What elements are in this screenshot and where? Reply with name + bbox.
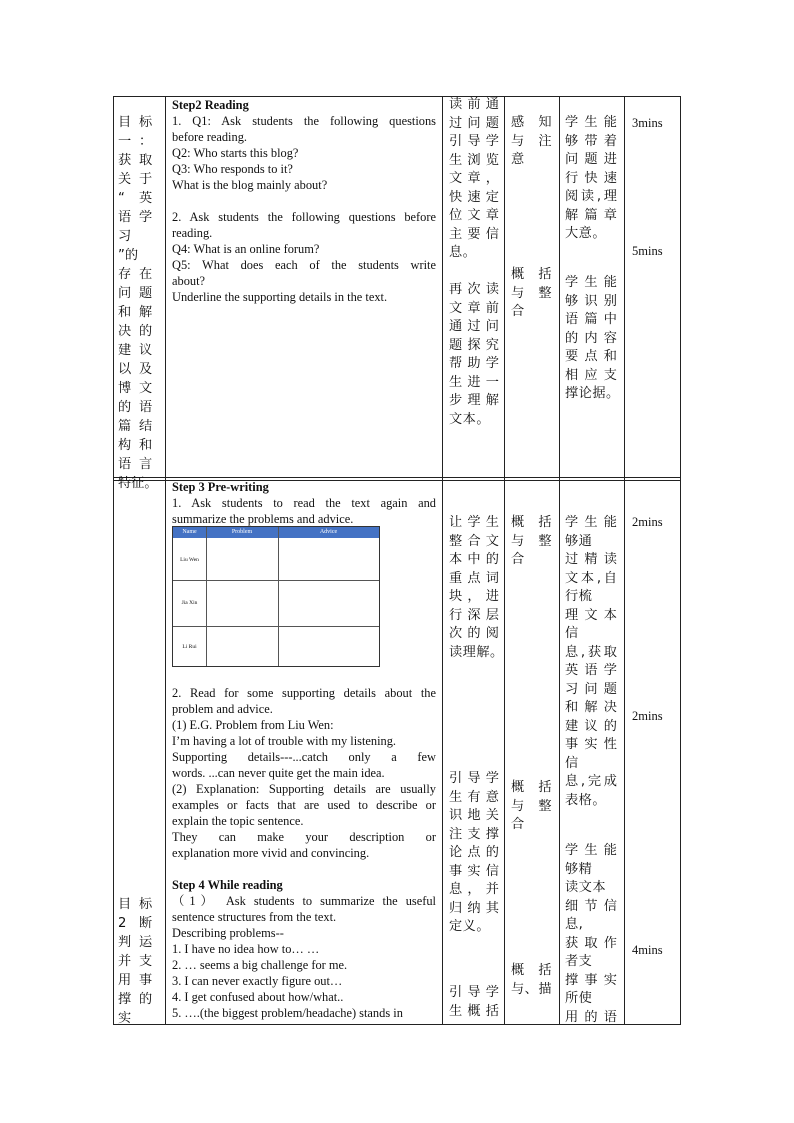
text-line: Q5: What does each of the students write — [172, 258, 436, 272]
text-line: 息，并 — [449, 882, 499, 897]
text-line: 阅读,理 — [565, 189, 617, 204]
text-line: 过精读 — [565, 552, 617, 567]
objective-char: ： — [139, 134, 153, 149]
text-line: 解篇章 — [565, 207, 617, 223]
text-line: 识地关 — [449, 808, 499, 823]
intent-cell — [449, 514, 504, 662]
effect-cell — [565, 514, 617, 810]
text-line: 者支 — [565, 954, 593, 969]
text-line: 生有意 — [449, 789, 499, 805]
text-line: 3. I can never exactly figure out… — [172, 974, 343, 988]
text-line: 与 整 — [511, 798, 553, 814]
text-line: 1. Q1: Ask students the following questions — [172, 114, 436, 128]
text-line: 事实信 — [449, 863, 499, 879]
text-line: 与 注 — [511, 133, 553, 149]
text-line: 行深层 — [449, 607, 499, 623]
objective-char: 及 — [139, 362, 153, 377]
objective-char: 英 — [139, 191, 153, 206]
objective-char: 运 — [139, 935, 153, 950]
text-line: 重点词 — [449, 570, 499, 586]
text-line: 主要信 — [449, 226, 499, 242]
objective-char: 撑 — [118, 992, 132, 1007]
table-right-border — [680, 96, 681, 1025]
objective-char: 题 — [139, 286, 153, 301]
objective-char: 在 — [139, 267, 153, 282]
table-col-line — [206, 527, 207, 666]
text-line: 息,获取 — [565, 644, 617, 660]
objective-char: 目 — [118, 115, 132, 130]
row-name: Liu Wen — [180, 557, 199, 563]
col-divider — [624, 96, 625, 1025]
text-line: Q3: Who responds to it? — [172, 162, 293, 176]
text-line: 生浏览 — [449, 152, 499, 168]
objective-char: 一 — [118, 134, 132, 149]
table-header — [173, 527, 379, 538]
objective-char: 结 — [139, 419, 153, 434]
text-line: sentence structures from the text. — [172, 910, 337, 924]
text-line: 通过问 — [449, 319, 499, 334]
text-line: 5. ….(the biggest problem/headache) stands in — [172, 1006, 403, 1020]
text-line: 信 — [565, 626, 579, 641]
text-line: 文本。 — [449, 411, 491, 427]
text-line: 本中的 — [449, 552, 499, 567]
text-line: 合 — [511, 304, 525, 319]
objective-char: 语 — [118, 210, 132, 225]
text-line: 1. Ask students to read the text again and — [172, 496, 436, 510]
spacer-line — [449, 263, 499, 282]
text-line: 合 — [511, 552, 525, 567]
text-line: 4. I get confused about how/what.. — [172, 990, 344, 1004]
text-line: 1. I have no idea how to… … — [172, 942, 320, 956]
text-line: 文章前 — [449, 300, 499, 316]
ability-cell — [511, 514, 551, 570]
problem-advice-table — [172, 526, 380, 667]
objective-char: 习 — [118, 229, 132, 244]
objective-char: 构 — [118, 438, 132, 453]
objective-char: 博 — [118, 381, 132, 396]
objective-char: 事 — [139, 973, 153, 988]
text-line: （1） Ask students to summarize the useful — [172, 894, 436, 908]
text-line: 位文章 — [449, 208, 499, 223]
text-line: 意 — [511, 152, 525, 167]
text-line: 读文本 — [565, 880, 607, 895]
text-line: explain the topic sentence. — [172, 814, 304, 828]
objective-char: 支 — [139, 954, 153, 969]
text-line: 与、描 — [511, 981, 553, 997]
text-line: 学生能 — [565, 275, 617, 290]
text-line: 引导学 — [449, 985, 499, 1000]
time-label: 2mins — [632, 709, 663, 723]
table-row-line — [173, 626, 379, 627]
spacer-line — [172, 193, 436, 209]
text-line: 撑事实 — [565, 972, 617, 988]
text-line: 合 — [511, 817, 525, 832]
objective-char: 建 — [118, 343, 132, 358]
col-divider — [442, 96, 443, 1025]
text-line: 引导学 — [449, 134, 499, 149]
time-label: 3mins — [632, 116, 663, 130]
spacer-line — [172, 861, 436, 877]
text-line: examples or facts that are used to describe or — [172, 798, 436, 812]
header-problem: Problem — [231, 529, 253, 535]
text-line: Describing problems-- — [172, 926, 284, 940]
objective-char: 目 — [118, 897, 132, 912]
objective-char: 的 — [118, 400, 132, 415]
text-line: 习问题 — [565, 681, 617, 697]
time-label: 2mins — [632, 515, 663, 529]
objective-char: 和 — [139, 438, 153, 453]
objective-char: 取 — [139, 153, 153, 168]
text-line: 概 括 — [511, 267, 553, 282]
text-line: 信 — [565, 755, 579, 771]
col-divider — [165, 96, 166, 1025]
text-line: Q2: Who starts this blog? — [172, 146, 299, 160]
text-line: 让学生 — [449, 515, 499, 530]
text-line: 撑论据。 — [565, 386, 620, 401]
objective-char: 语 — [139, 400, 153, 415]
text-line: reading. — [172, 226, 213, 240]
text-line: 帮助学 — [449, 356, 499, 371]
text-line: 获取作 — [565, 935, 617, 951]
text-line: 读前通 — [449, 97, 499, 112]
row-name: Li Rui — [182, 644, 197, 650]
text-line: 事实性 — [565, 737, 617, 752]
objective-char: 以 — [118, 362, 132, 377]
text-line: 定义。 — [449, 919, 491, 934]
effect-cell — [565, 842, 617, 1027]
table-left-border — [113, 96, 114, 1025]
text-line: 过问题 — [449, 115, 499, 131]
ability-cell — [511, 779, 551, 835]
text-line: (2) Explanation: Supporting details are usually — [172, 782, 436, 796]
time-label: 5mins — [632, 244, 663, 258]
objective-char: 文 — [139, 381, 153, 396]
text-line: 行梳 — [565, 589, 593, 604]
row-divider — [113, 477, 681, 478]
text-line: 论点的 — [449, 845, 499, 860]
text-line: 与 整 — [511, 285, 553, 301]
text-line: 息,完成 — [565, 774, 617, 789]
step2-reading-block — [172, 97, 436, 305]
intent-cell — [449, 984, 499, 1021]
objective-char: 语 — [118, 457, 132, 472]
text-line: 概 括 — [511, 515, 553, 530]
objective-char: 判 — [118, 935, 132, 950]
text-line: Underline the supporting details in the text. — [172, 290, 388, 304]
objective-char: 2 — [118, 916, 127, 931]
time-label: 4mins — [632, 943, 663, 957]
text-line: 文本,自 — [565, 570, 617, 586]
text-line: 整合文 — [449, 533, 499, 549]
objective-char: ”的 — [118, 248, 139, 263]
text-line: 概 括 — [511, 780, 553, 795]
table-row-line — [173, 580, 379, 581]
text-line: What is the blog mainly about? — [172, 178, 328, 192]
text-line: about? — [172, 274, 206, 288]
objective-char: 议 — [139, 343, 153, 358]
text-line: 够带着 — [565, 133, 617, 149]
text-line: 注支撑 — [449, 826, 499, 842]
text-line: 与 整 — [511, 533, 553, 549]
intent-cell — [449, 96, 499, 429]
text-line: 问题进 — [565, 152, 617, 167]
text-line: 够识别 — [565, 293, 617, 309]
text-line: 息。 — [449, 245, 477, 260]
text-line: 学生能 — [565, 115, 617, 130]
ability-cell — [511, 114, 551, 170]
step-title: Step 3 Pre-writing — [172, 480, 269, 494]
text-line: 再次读 — [449, 282, 499, 297]
objective-char: 关 — [118, 172, 132, 187]
text-line: 次的阅 — [449, 626, 499, 641]
text-line: 够精 — [565, 861, 593, 877]
text-line: 感 知 — [511, 115, 553, 130]
text-line: summarize the problems and advice. — [172, 512, 354, 526]
text-line: 步理解 — [449, 393, 499, 408]
text-line: 生进一 — [449, 374, 499, 390]
text-line: 读理解。 — [449, 644, 504, 660]
ability-cell — [511, 962, 555, 999]
col-divider — [504, 96, 505, 1025]
text-line: 快速定 — [449, 189, 499, 205]
text-line: I’m having a lot of trouble with my listening. — [172, 734, 397, 748]
objective-char: 和 — [118, 305, 132, 320]
objective-char: 于 — [139, 172, 153, 187]
objective-char: 学 — [139, 210, 153, 225]
text-line: They can make your description or — [172, 830, 436, 844]
step3-prewriting-block — [172, 479, 436, 527]
objective-char: 解 — [139, 305, 153, 320]
text-line: 块，进 — [449, 589, 499, 604]
objective-char: “ — [118, 191, 125, 206]
text-line: explanation more vivid and convincing. — [172, 846, 370, 860]
text-line: 息, — [565, 917, 584, 932]
text-line: 2. … seems a big challenge for me. — [172, 958, 348, 972]
text-line: words. ...can never quite get the main idea. — [172, 766, 385, 780]
objective-char: 篇 — [118, 419, 132, 434]
text-line: 行快速 — [565, 170, 617, 186]
objective-cell — [118, 114, 160, 494]
text-line: 英语学 — [565, 663, 617, 678]
text-line: Supporting details---...catch only a few — [172, 750, 436, 764]
objective-char: 言 — [139, 457, 153, 472]
text-line: 的内容 — [565, 330, 617, 346]
text-line: 所使 — [565, 991, 593, 1006]
objective-char: 特征。 — [118, 476, 158, 491]
col-divider — [559, 96, 560, 1025]
text-line: 2. Ask students the following questions before — [172, 210, 436, 224]
effect-cell — [565, 114, 617, 244]
header-advice: Advice — [319, 529, 338, 535]
ability-cell — [511, 266, 551, 322]
intent-cell — [449, 770, 499, 937]
objective-char: 的 — [139, 992, 153, 1007]
text-line: 引导学 — [449, 771, 499, 786]
step-title: Step 4 While reading — [172, 878, 283, 892]
text-line: 相应支 — [565, 367, 617, 383]
text-line: 生概括 — [449, 1003, 499, 1019]
objective-char: 标 — [139, 115, 153, 130]
text-line: 理文本 — [565, 607, 617, 623]
text-line: 建议的 — [565, 718, 617, 734]
text-line: 和解决 — [565, 700, 617, 715]
objective-char: 断 — [139, 916, 153, 931]
objective-char: 标 — [139, 897, 153, 912]
objective-char: 存 — [118, 267, 132, 282]
objective-char: 用 — [118, 973, 132, 988]
text-line: 要点和 — [565, 349, 617, 364]
step3-details-block — [172, 685, 436, 1021]
objective-char: 问 — [118, 286, 132, 301]
text-line: 细节信 — [565, 898, 617, 914]
text-line: 文章， — [449, 171, 499, 186]
text-line: 学生能 — [565, 515, 617, 530]
text-line: 概 括 — [511, 963, 553, 978]
header-name: Name — [182, 529, 197, 535]
text-line: (1) E.G. Problem from Liu Wen: — [172, 718, 334, 732]
table-col-line — [278, 527, 279, 666]
text-line: 2. Read for some supporting details about the — [172, 686, 436, 700]
text-line: 语篇中 — [565, 312, 617, 327]
objective-char: 并 — [118, 954, 132, 969]
text-line: 学生能 — [565, 843, 617, 858]
text-line: problem and advice. — [172, 702, 273, 716]
text-line: 归纳其 — [449, 900, 499, 916]
text-line: 大意。 — [565, 226, 607, 241]
text-line: 表格。 — [565, 792, 607, 808]
objective-cell — [118, 896, 160, 1029]
step-title: Step2 Reading — [172, 98, 249, 112]
objective-char: 的 — [139, 324, 153, 339]
text-line: Q4: What is an online forum? — [172, 242, 320, 256]
objective-char: 获 — [118, 153, 132, 168]
text-line: 题探究 — [449, 337, 499, 353]
objective-char: 实 — [118, 1011, 132, 1026]
text-line: 够通 — [565, 533, 593, 549]
effect-cell — [565, 274, 620, 404]
row-name: Jia Xin — [181, 600, 198, 606]
text-line: before reading. — [172, 130, 247, 144]
objective-char: 决 — [118, 324, 132, 339]
text-line: 用的语 — [565, 1009, 617, 1025]
